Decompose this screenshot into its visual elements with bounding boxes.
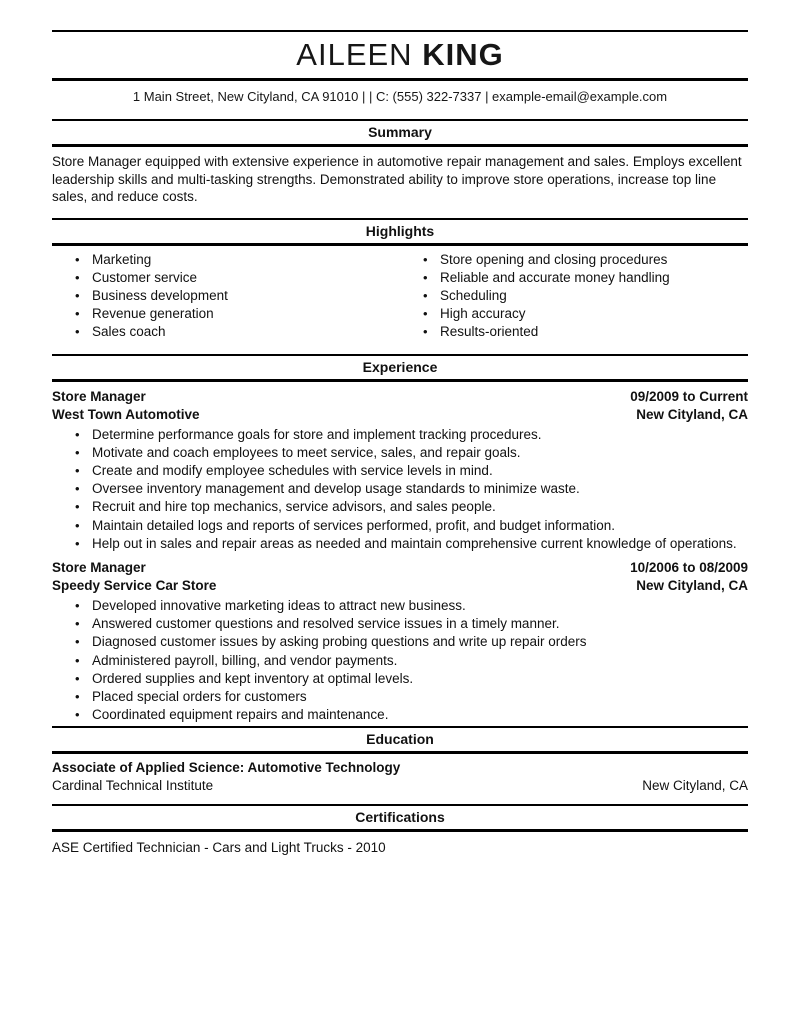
- job-bullet-text: Ordered supplies and kept inventory at optimal levels.: [92, 670, 414, 686]
- job-bullet-list: [52, 597, 748, 724]
- job-title: Store Manager: [52, 559, 146, 575]
- bullet-icon: •: [75, 517, 80, 533]
- highlight-text: Business development: [92, 287, 228, 303]
- section-title-certifications: Certifications: [355, 809, 445, 826]
- job-bullet-text: Answered customer questions and resolved service issues in a timely manner.: [92, 616, 560, 632]
- job-company: West Town Automotive: [52, 407, 200, 423]
- job-dates: 09/2009 to Current: [630, 388, 748, 404]
- highlights-right-column: [400, 246, 748, 354]
- bullet-icon: •: [423, 269, 428, 285]
- job-location: New Cityland, CA: [636, 578, 748, 594]
- job-bullet: [52, 535, 748, 553]
- job-bullet-text: Recruit and hire top mechanics, service advisors, and sales people.: [92, 499, 496, 515]
- highlight-item: [400, 305, 748, 323]
- first-name: AILEEN: [296, 37, 413, 72]
- highlight-text: Revenue generation: [92, 306, 214, 322]
- job-bullet: [52, 462, 748, 480]
- job-bullet-text: Determine performance goals for store and implement tracking procedures.: [92, 426, 542, 442]
- bullet-icon: •: [75, 324, 80, 340]
- section-title-highlights: Highlights: [365, 222, 435, 239]
- summary-bottom-rule: [52, 144, 748, 147]
- job-bullet: [52, 615, 748, 633]
- job-bullet: [52, 498, 748, 516]
- job-bullet: [52, 444, 748, 462]
- job-bullet: [52, 426, 748, 444]
- highlight-item: [400, 251, 748, 269]
- education-location: New Cityland, CA: [642, 778, 748, 794]
- highlight-item: [400, 323, 748, 341]
- job-bullet-list: [52, 426, 748, 553]
- highlight-item: [52, 251, 400, 269]
- highlight-text: Sales coach: [92, 324, 166, 340]
- job-bullet: [52, 517, 748, 535]
- job-bullet: [52, 670, 748, 688]
- certifications-bottom-rule: [52, 829, 748, 832]
- job-bullet: [52, 688, 748, 706]
- job-bullet-text: Developed innovative marketing ideas to attract new business.: [92, 597, 466, 613]
- highlight-text: High accuracy: [440, 306, 526, 322]
- highlight-item: [52, 269, 400, 287]
- highlight-item: [52, 287, 400, 305]
- highlight-item: [400, 287, 748, 305]
- bullet-icon: •: [423, 306, 428, 322]
- job-bullet: [52, 633, 748, 651]
- job-bullet: [52, 597, 748, 615]
- bullet-icon: •: [75, 426, 80, 442]
- bullet-icon: •: [75, 499, 80, 515]
- header-top-rule: [52, 30, 748, 32]
- highlights-left-list: [52, 251, 400, 342]
- highlight-item: [400, 269, 748, 287]
- bullet-icon: •: [75, 707, 80, 723]
- job-bullet-text: Help out in sales and repair areas as needed and maintain comprehensive current knowledge of operations.: [92, 535, 737, 551]
- job-bullet-text: Placed special orders for customers: [92, 688, 307, 704]
- job-bullet-text: Coordinated equipment repairs and maintenance.: [92, 707, 389, 723]
- bullet-icon: •: [75, 688, 80, 704]
- summary-text: Store Manager equipped with extensive experience in automotive repair management and sales. Employs excellent leadership skills and multi-tasking strengths. Demonstrated ability to improve store operations, increase top line sales, and reduce costs.: [52, 154, 742, 204]
- highlight-text: Customer service: [92, 269, 198, 285]
- job-entry-1: [52, 388, 748, 553]
- bullet-icon: •: [75, 670, 80, 686]
- job-bullet-text: Administered payroll, billing, and vendor payments.: [92, 652, 398, 668]
- job-bullet-text: Oversee inventory management and develop usage standards to minimize waste.: [92, 481, 580, 497]
- highlight-text: Store opening and closing procedures: [440, 251, 668, 267]
- highlight-text: Results-oriented: [440, 324, 539, 340]
- job-company: Speedy Service Car Store: [52, 578, 217, 594]
- bullet-icon: •: [75, 462, 80, 478]
- job-bullet-text: Maintain detailed logs and reports of services performed, profit, and budget information.: [92, 517, 616, 533]
- highlight-text: Scheduling: [440, 287, 507, 303]
- experience-bottom-rule: [52, 379, 748, 382]
- bullet-icon: •: [75, 287, 80, 303]
- bullet-icon: •: [423, 287, 428, 303]
- bullet-icon: •: [423, 251, 428, 267]
- job-bullet-text: Motivate and coach employees to meet service, sales, and repair goals.: [92, 444, 521, 460]
- highlights-right-list: [400, 251, 748, 342]
- job-entry-2: [52, 559, 748, 724]
- job-title-company: [52, 559, 216, 596]
- education-school-row: [52, 777, 748, 795]
- bullet-icon: •: [423, 324, 428, 340]
- job-header: [52, 559, 748, 596]
- bullet-icon: •: [75, 652, 80, 668]
- highlight-item: [52, 323, 400, 341]
- job-bullet-text: Diagnosed customer issues by asking probing questions and write up repair orders: [92, 634, 587, 650]
- highlights-left-column: [52, 246, 400, 354]
- bullet-icon: •: [75, 269, 80, 285]
- page-title: [52, 35, 748, 75]
- education-entry: [52, 759, 748, 795]
- job-bullet: [52, 652, 748, 670]
- bullet-icon: •: [75, 597, 80, 613]
- job-title: Store Manager: [52, 388, 146, 404]
- education-degree: Associate of Applied Science: Automotive Technology: [52, 760, 401, 776]
- job-title-company: [52, 388, 200, 425]
- bullet-icon: •: [75, 306, 80, 322]
- education-school: Cardinal Technical Institute: [52, 778, 214, 794]
- last-name: KING: [422, 37, 504, 72]
- bullet-icon: •: [75, 616, 80, 632]
- job-location: New Cityland, CA: [636, 407, 748, 423]
- highlight-text: Reliable and accurate money handling: [440, 269, 670, 285]
- job-bullet-text: Create and modify employee schedules with service levels in mind.: [92, 462, 493, 478]
- job-dates: 10/2006 to 08/2009: [630, 559, 748, 575]
- header-bottom-rule: [52, 78, 748, 81]
- job-bullet: [52, 480, 748, 498]
- bullet-icon: •: [75, 481, 80, 497]
- certification-text: ASE Certified Technician - Cars and Light Trucks - 2010: [52, 840, 386, 856]
- job-dates-location: [630, 559, 748, 596]
- education-bottom-rule: [52, 751, 748, 754]
- highlight-item: [52, 305, 400, 323]
- job-dates-location: [630, 388, 748, 425]
- section-title-experience: Experience: [362, 358, 438, 375]
- bullet-icon: •: [75, 634, 80, 650]
- job-bullet: [52, 706, 748, 724]
- section-title-education: Education: [366, 731, 434, 748]
- highlights-columns: [52, 246, 748, 354]
- bullet-icon: •: [75, 535, 80, 551]
- contact-line: 1 Main Street, New Cityland, CA 91010 | | C: (555) 322-7337 | example-email@example.com: [132, 89, 668, 104]
- section-title-summary: Summary: [368, 124, 432, 140]
- bullet-icon: •: [75, 251, 80, 267]
- job-header: [52, 388, 748, 425]
- highlight-text: Marketing: [92, 251, 152, 267]
- bullet-icon: •: [75, 444, 80, 460]
